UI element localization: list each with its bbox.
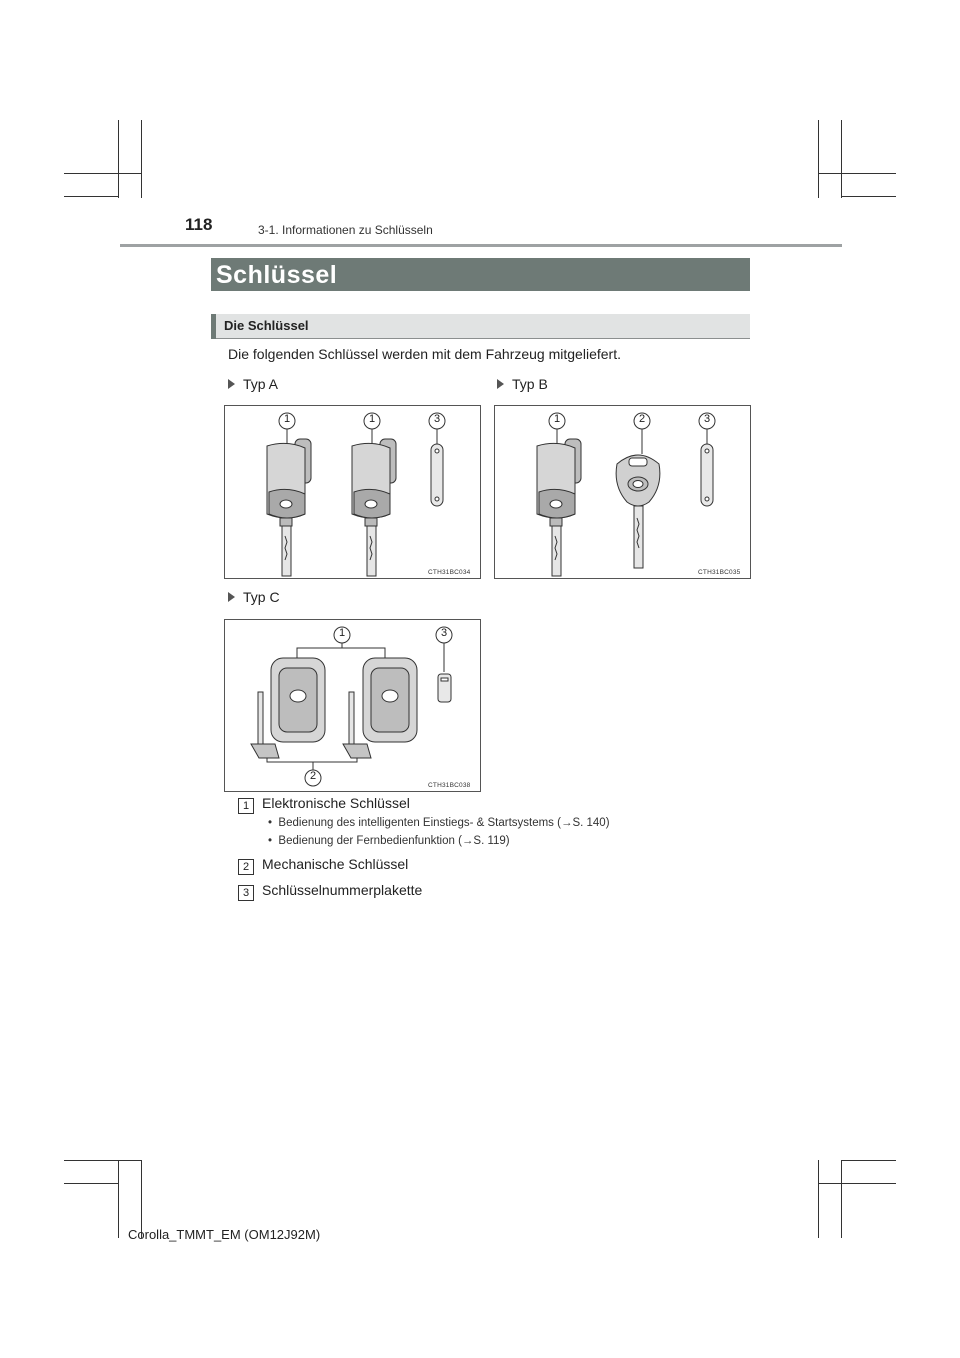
callout-label: 1 <box>338 627 346 639</box>
legend-text: Elektronische Schlüssel <box>262 795 410 811</box>
type-a-keys-illustration <box>225 406 480 578</box>
smart-key-icon <box>343 658 417 758</box>
page-title: Schlüssel <box>216 261 338 289</box>
legend-item <box>238 882 422 901</box>
figure-type-b <box>494 405 751 579</box>
callout-label: 1 <box>283 413 291 425</box>
bullet-item: • Bedienung des intelligenten Einstiegs- & Startsystems (→S. 140) <box>268 817 610 829</box>
crop-mark <box>64 196 119 197</box>
subsection-title: Die Schlüssel <box>224 318 309 333</box>
footer-text: Corolla_TMMT_EM (OM12J92M) <box>128 1227 321 1242</box>
key-fob-icon <box>352 439 396 576</box>
section-heading: 3-1. Informationen zu Schlüsseln <box>258 223 433 237</box>
legend-text: Mechanische Schlüssel <box>262 856 409 872</box>
legend-number: 2 <box>238 859 254 875</box>
number-plate-icon <box>438 674 451 702</box>
callout-label: 1 <box>368 413 376 425</box>
legend-text: Schlüsselnummerplakette <box>262 882 423 898</box>
callout-label: 3 <box>440 627 448 639</box>
crop-mark <box>841 196 896 197</box>
bullet-item: • Bedienung der Fernbedienfunktion (→S. 119) <box>268 835 510 847</box>
mechanical-key-icon <box>616 455 660 568</box>
crop-mark <box>118 1160 119 1238</box>
callout-label: 2 <box>638 413 646 425</box>
crop-mark <box>141 120 142 198</box>
type-b-label-text: Typ B <box>512 376 548 392</box>
crop-mark <box>118 120 119 198</box>
crop-mark <box>841 1160 842 1238</box>
type-c-keys-illustration <box>225 620 480 791</box>
callout-label: 1 <box>553 413 561 425</box>
number-plate-icon <box>701 444 713 506</box>
legend-number: 1 <box>238 798 254 814</box>
callout-label: 2 <box>309 770 317 782</box>
legend-item <box>238 856 408 875</box>
bullet-text: Bedienung der Fernbedienfunktion (→S. 119) <box>278 835 510 847</box>
number-plate-icon <box>431 444 443 506</box>
figure-code: CTH31BC035 <box>698 569 741 576</box>
crop-mark <box>841 1160 896 1161</box>
bullet-text: Bedienung des intelligenten Einstiegs- & Startsystems (→S. 140) <box>278 817 610 829</box>
type-a-label-text: Typ A <box>243 376 279 392</box>
type-a-label <box>228 376 278 392</box>
subsection-accent <box>211 314 216 339</box>
type-b-label <box>497 376 548 392</box>
figure-type-c <box>224 619 481 792</box>
triangle-bullet-icon <box>228 379 235 389</box>
crop-mark <box>64 1183 119 1184</box>
legend-item <box>238 795 410 814</box>
crop-mark <box>818 120 819 198</box>
type-b-keys-illustration <box>495 406 750 578</box>
smart-key-icon <box>251 658 325 758</box>
crop-mark <box>818 1183 896 1184</box>
callout-label: 3 <box>433 413 441 425</box>
figure-type-a <box>224 405 481 579</box>
callout-label: 3 <box>703 413 711 425</box>
figure-code: CTH31BC034 <box>428 569 471 576</box>
crop-mark <box>818 173 896 174</box>
legend-number: 3 <box>238 885 254 901</box>
crop-mark <box>818 1160 819 1238</box>
crop-mark <box>64 1160 142 1161</box>
figure-code: CTH31BC038 <box>428 782 471 789</box>
page-number: 118 <box>185 215 213 234</box>
type-c-label-text: Typ C <box>243 589 280 605</box>
key-fob-icon <box>267 439 311 576</box>
header-rule <box>120 244 842 247</box>
key-fob-icon <box>537 439 581 576</box>
triangle-bullet-icon <box>228 592 235 602</box>
triangle-bullet-icon <box>497 379 504 389</box>
crop-mark <box>64 173 142 174</box>
crop-mark <box>841 120 842 198</box>
type-c-label <box>228 589 280 605</box>
intro-text: Die folgenden Schlüssel werden mit dem Fahrzeug mitgeliefert. <box>228 346 621 362</box>
